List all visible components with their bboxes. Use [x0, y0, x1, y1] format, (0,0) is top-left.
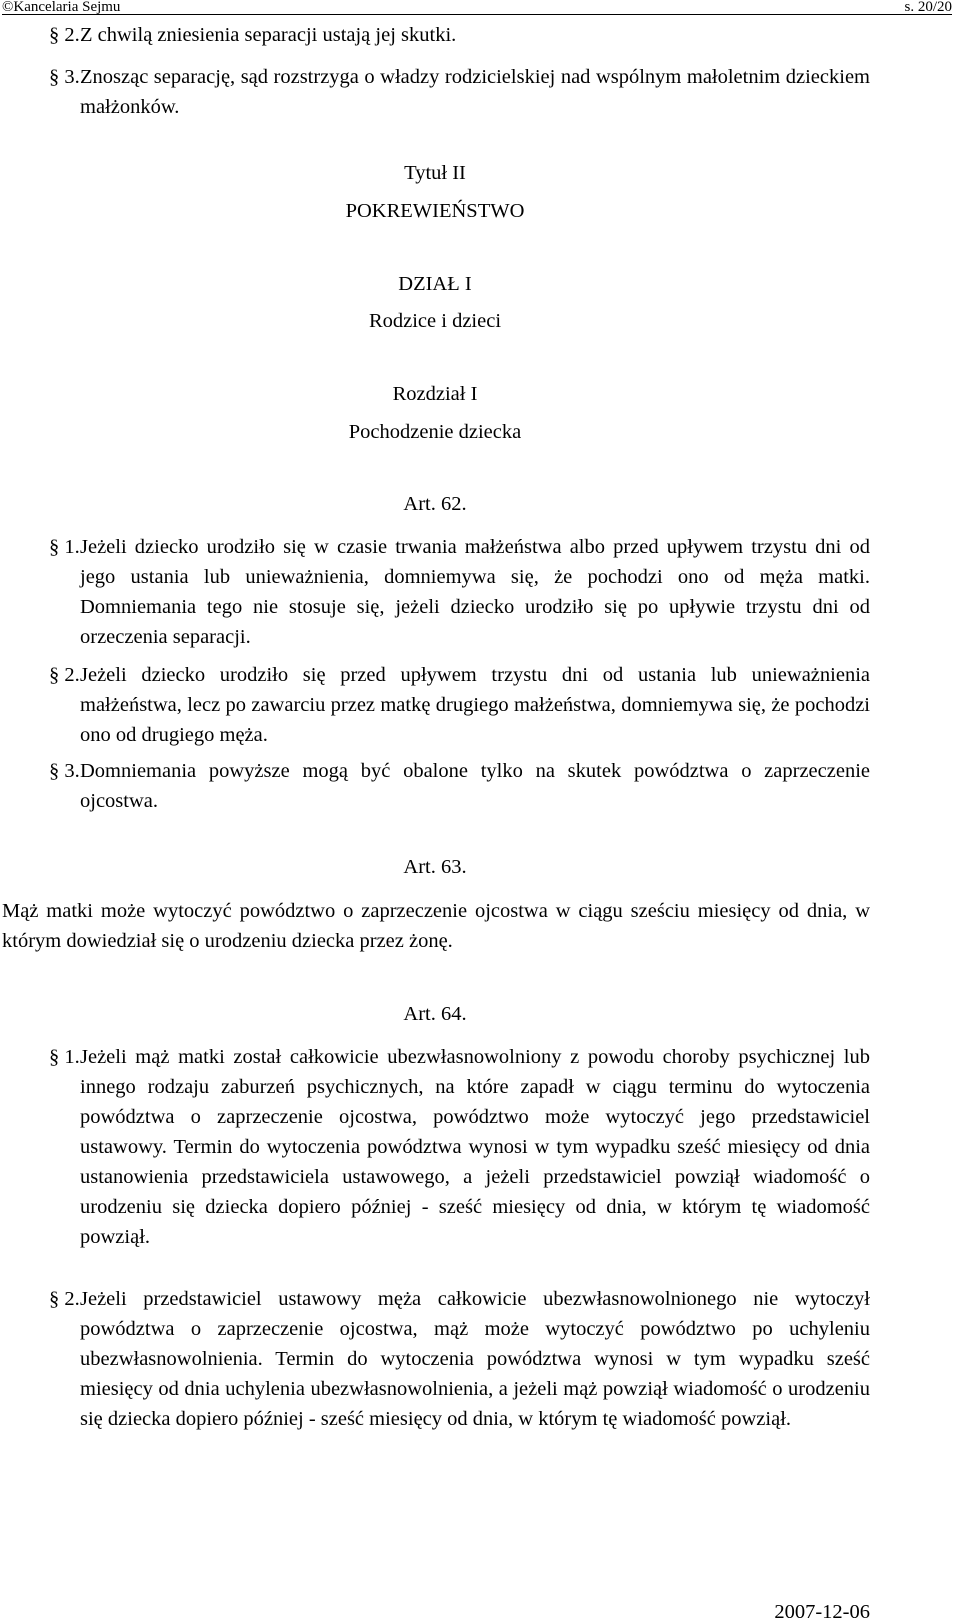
paragraph-text: Z chwilą zniesienia separacji ustają jej skutki.: [80, 24, 457, 46]
paragraph-label: § 2.: [49, 24, 80, 46]
paragraph-text: Jeżeli dziecko urodziło się w czasie trwania małżeństwa albo przed upływem trzystu dni od jego ustania lub unieważnienia, domniemywa się, że pochodzi ono od męża matki. Domniemania tego nie stosuje się, jeżeli dziecko urodziło się po upływie trzystu dni od orzeczenia separacji.: [80, 536, 870, 648]
dzial-heading: DZIAŁ I: [398, 273, 472, 295]
title-name: POKREWIEŃSTWO: [345, 200, 525, 222]
rozdzial-name: Pochodzenie dziecka: [348, 421, 522, 443]
article-63-heading: Art. 63.: [403, 856, 467, 878]
paragraph-text: Jeżeli przedstawiciel ustawowy męża całkowicie ubezwłasnowolnionego nie wytoczył powództwa o zaprzeczenie ojcostwa, mąż może wytoczyć powództwo po uchyleniu ubezwłasnowolnienia. Termin do wytoczenia powództwa wynosi w tym wypadku sześć miesięcy od dnia uchylenia ubezwłasnowolnienia, a jeżeli mąż powziął wiadomość o urodzeniu się dziecka dopiero później - sześć miesięcy od dnia, w którym tę wiadomość powziął.: [80, 1288, 870, 1430]
separation-paragraph-2: [49, 20, 870, 50]
header-page-number: s. 20/20: [904, 0, 952, 15]
article-62-paragraph-2: [49, 660, 870, 750]
paragraph-text: Jeżeli dziecko urodziło się przed upływem trzystu dni od ustania lub unieważnienia małżeństwa, lecz po zawarciu przez matkę drugiego małżeństwa, domniemywa się, że pochodzi ono od drugiego męża.: [80, 664, 870, 746]
paragraph-text: Jeżeli mąż matki został całkowicie ubezwłasnowolniony z powodu choroby psychicznej lub innego rodzaju zaburzeń psychicznych, na które zapadł w ciągu terminu do wytoczenia powództwa o zaprzeczenie ojcostwa, powództwo może wytoczyć jego przedstawiciel ustawowy. Termin do wytoczenia powództwa wynosi w tym wypadku sześć miesięcy od dnia ustanowienia przedstawiciela ustawowego, a jeżeli przedstawiciel powziął wiadomość o urodzeniu się dziecka dopiero później - sześć miesięcy od dnia, w którym tę wiadomość powziął.: [80, 1046, 870, 1248]
paragraph-label: § 3.: [49, 760, 80, 782]
article-62-paragraph-1: [49, 532, 870, 652]
dzial-name: Rodzice i dzieci: [368, 310, 502, 332]
paragraph-label: § 2.: [49, 1288, 80, 1310]
article-64-heading: Art. 64.: [403, 1003, 467, 1025]
paragraph-label: § 1.: [49, 1046, 80, 1068]
article-62-heading: Art. 62.: [403, 493, 467, 515]
header-publisher: ©Kancelaria Sejmu: [2, 0, 121, 15]
title-heading: Tytuł II: [404, 162, 466, 184]
article-64-paragraph-2: [49, 1284, 870, 1434]
paragraph-label: § 3.: [49, 66, 80, 88]
article-62-paragraph-3: [49, 756, 870, 816]
page-header: [0, 0, 960, 15]
rozdzial-heading: Rozdział I: [392, 383, 478, 405]
paragraph-text: Znosząc separację, sąd rozstrzyga o władzy rodzicielskiej nad wspólnym małoletnim dzieckiem małżonków.: [80, 66, 870, 118]
article-63-text: Mąż matki może wytoczyć powództwo o zaprzeczenie ojcostwa w ciągu sześciu miesięcy od dnia, w którym dowiedział się o urodzeniu dziecka przez żonę.: [2, 900, 870, 952]
paragraph-text: Domniemania powyższe mogą być obalone tylko na skutek powództwa o zaprzeczenie ojcostwa.: [80, 760, 870, 812]
header-rule: [2, 14, 952, 15]
separation-paragraph-3: [49, 62, 870, 122]
paragraph-label: § 2.: [49, 664, 80, 686]
paragraph-label: § 1.: [49, 536, 80, 558]
footer-date: 2007-12-06: [774, 1601, 870, 1623]
article-64-paragraph-1: [49, 1042, 870, 1252]
